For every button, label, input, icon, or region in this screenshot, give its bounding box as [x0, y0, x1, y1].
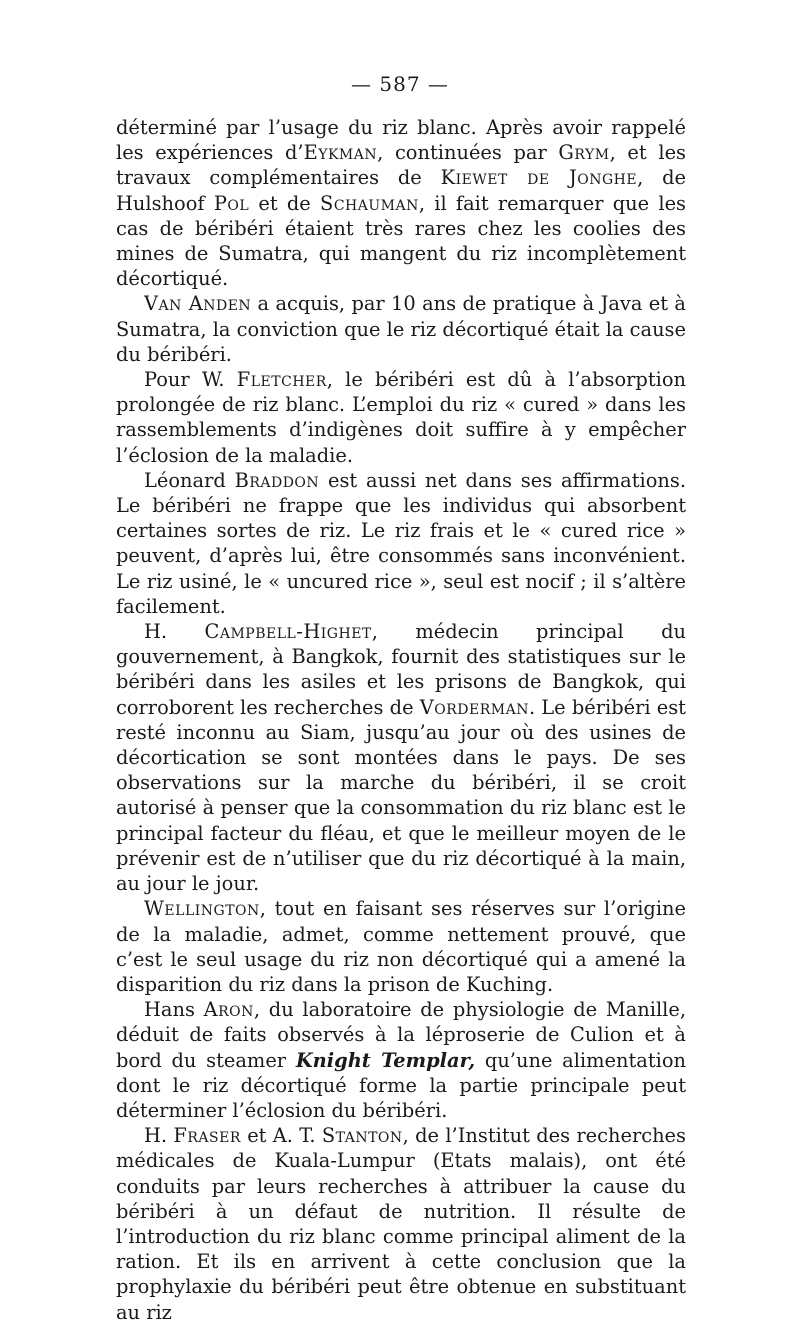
paragraph [116, 997, 686, 1123]
text-run: , de l’Institut des recherches médicales de Kuala-Lumpur (Etats malais), ont été conduits par leurs recherches à attribuer la cause du béribéri à un défaut de nutrition. Il résulte de l’introduction du riz blanc comme principal aliment de la ration. Et ils en arrivent à cette conclusion que la prophylaxie du béribéri peut être obtenue en substituant au riz [116, 1124, 686, 1324]
paragraph [116, 291, 686, 367]
text-run: et A. T. [240, 1124, 322, 1148]
text-run: Léonard [144, 468, 235, 492]
paragraph [116, 468, 686, 619]
text-run: , tout en faisant ses réserves sur l’origine de la maladie, admet, comme nettement prouvé, que c’est le seul usage du riz non décortiqué qui a amené la disparition du riz dans la prison de Kuching. [116, 897, 686, 996]
author-name: Wellington [144, 897, 260, 921]
paragraph [116, 115, 686, 291]
paragraph [116, 896, 686, 997]
paragraph [116, 619, 686, 896]
author-name: Van Anden [144, 292, 252, 316]
text-run: , le béribéri est dû à l’absorption prolongée de riz blanc. L’emploi du riz « cured » dans les rassemblements d’indigènes doit suffire à y empêcher l’éclosion de la maladie. [116, 368, 686, 467]
author-name: Grym [558, 141, 610, 165]
author-name: Aron [203, 998, 254, 1022]
author-name: Campbell-Highet [204, 620, 372, 644]
author-name: Fraser [173, 1124, 241, 1148]
author-name: Vorderman [419, 695, 529, 719]
paragraph [116, 367, 686, 468]
text-run: , continuées par [377, 141, 559, 165]
text-run: et de [249, 191, 321, 215]
author-name: Stanton [321, 1124, 403, 1148]
text-run: Pour W. [144, 368, 237, 392]
author-name: Fletcher [236, 368, 327, 392]
text-run: , médecin principal du gouvernement, à Bangkok, fournit des statistiques sur le béribéri dans les asiles et les prisons de Bangkok, qui corroborent les recherches de [116, 620, 686, 719]
author-name: Braddon [234, 468, 320, 492]
text-run: H. [144, 1124, 174, 1148]
text-run: , il fait remarquer que les cas de béribéri étaient très rares chez les coolies des mines de Sumatra, qui mangent du riz incomplètement décortiqué. [116, 191, 686, 291]
text-run: a acquis, par 10 ans de pratique à Java et à Sumatra, la conviction que le riz décortiqué était la cause du béribéri. [116, 292, 686, 366]
author-name: Eykman [303, 141, 378, 165]
text-run: , et les travaux complémentaires de [116, 141, 686, 190]
text-run: qu’une alimentation dont le riz décortiqué forme la partie principale peut déterminer l’éclosion du béribéri. [116, 1048, 686, 1122]
text-run: , de Hulshoof [116, 166, 686, 215]
text-run: Hans [144, 998, 204, 1022]
text-run: , du laboratoire de physiologie de Manille, déduit de faits observés à la léproserie de Culion et à bord du steamer [116, 998, 686, 1072]
ship-name: Knight Templar, [295, 1048, 476, 1072]
text-run: H. [144, 620, 205, 644]
page-number: — 587 — [351, 72, 449, 96]
author-name: Kiewet de Jonghe [440, 166, 638, 190]
paragraph [116, 1123, 686, 1325]
author-name: Schauman [320, 191, 419, 215]
author-name: Pol [213, 191, 250, 215]
text-run: est aussi net dans ses affirmations. Le béribéri ne frappe que les individus qui absorbent certaines sortes de riz. Le riz frais et le « cured rice » peuvent, d’après lui, être consommés sans inconvénient. Le riz usiné, le « uncured rice », seul est nocif ; il s’altère facilement. [116, 468, 686, 618]
text-run: . Le béribéri est resté inconnu au Siam, jusqu’au jour où des usines de décortication se sont montées dans le pays. De ses observations sur la marche du béribéri, il se croit autorisé à penser que la consommation du riz blanc est le principal facteur du fléau, et que le meilleur moyen de le prévenir est de n’utiliser que du riz décortiqué à la main, au jour le jour. [116, 695, 686, 896]
body-text [116, 115, 686, 1325]
text-run: déterminé par l’usage du riz blanc. Après avoir rappelé les expériences d’ [116, 116, 686, 165]
